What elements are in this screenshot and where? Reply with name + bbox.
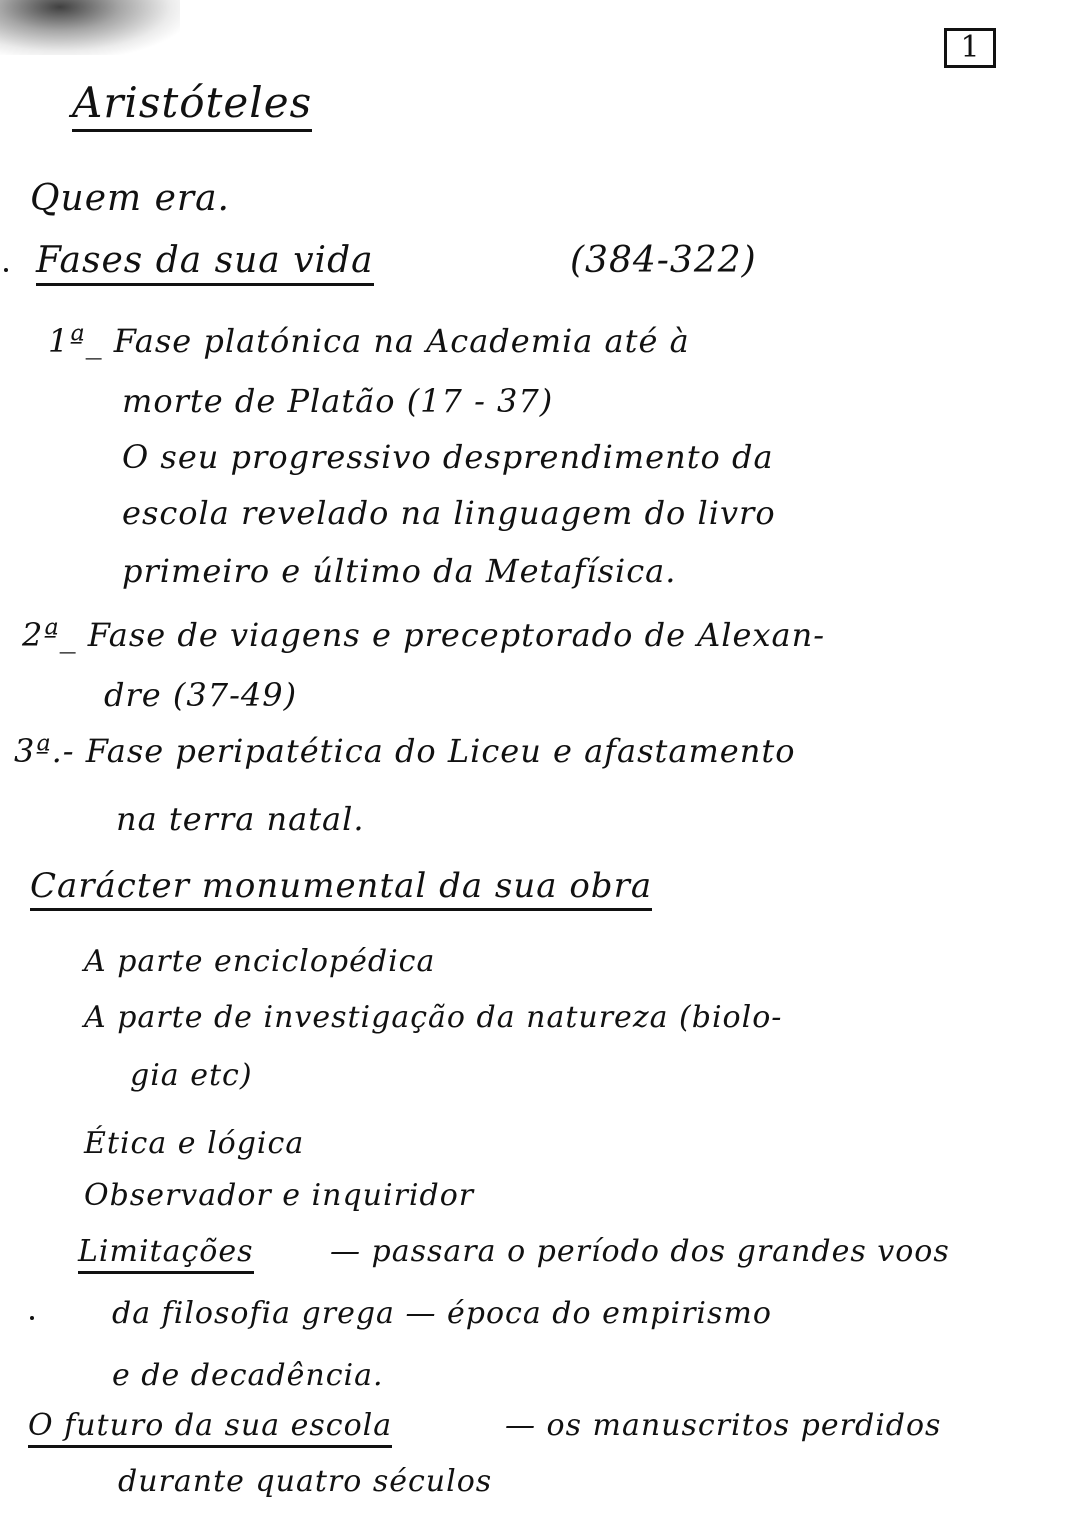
heading-fases: Fases da sua vida [36, 240, 374, 286]
phase-1-line: escola revelado na linguagem do livro [122, 494, 776, 532]
phase-3-line: 3ª.- Fase peripatética do Liceu e afastamento [14, 732, 796, 770]
phase-3-line: na terra natal. [116, 800, 365, 838]
limitacoes-line: — passara o período dos grandes voos [330, 1234, 950, 1269]
scan-smudge [0, 0, 180, 55]
margin-dot [4, 268, 8, 272]
obra-item: Observador e inquiridor [84, 1178, 475, 1213]
page-number: 1 [944, 28, 996, 68]
margin-dot [30, 1316, 34, 1320]
heading-limitacoes: Limitações [78, 1234, 254, 1274]
heading-futuro: O futuro da sua escola [28, 1408, 392, 1448]
phase-1-line: O seu progressivo desprendimento da [122, 438, 774, 476]
life-dates: (384-322) [570, 240, 757, 281]
obra-item: A parte enciclopédica [84, 944, 436, 979]
phase-2-line: dre (37-49) [104, 676, 298, 714]
page-title: Aristóteles [72, 78, 312, 132]
obra-item: A parte de investigação da natureza (biolo- [84, 1000, 783, 1035]
obra-item: gia etc) [130, 1058, 253, 1093]
line-quem-era: Quem era. [30, 178, 231, 219]
phase-1-line: morte de Platão (17 - 37) [122, 382, 554, 420]
limitacoes-line: e de decadência. [112, 1358, 384, 1393]
phase-1-line: primeiro e último da Metafísica. [122, 552, 677, 590]
phase-2-line: 2ª_ Fase de viagens e preceptorado de Alexan- [22, 616, 825, 654]
obra-item: Ética e lógica [84, 1126, 305, 1161]
futuro-line: — os manuscritos perdidos [505, 1408, 942, 1443]
futuro-line: durante quatro séculos [118, 1464, 493, 1499]
phase-1-line: 1ª_ Fase platónica na Academia até à [48, 322, 690, 360]
limitacoes-line: da filosofia grega — época do empirismo [112, 1296, 772, 1331]
heading-obra: Carácter monumental da sua obra [30, 866, 652, 911]
